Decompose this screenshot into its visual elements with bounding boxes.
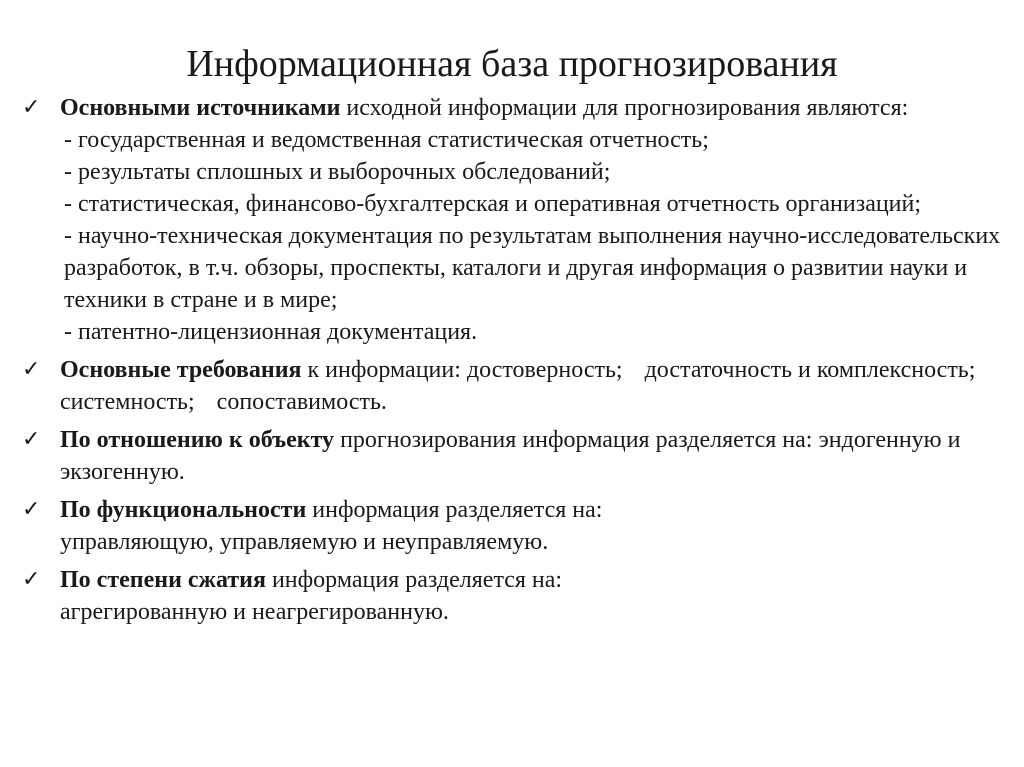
slide-title: Информационная база прогнозирования bbox=[186, 43, 838, 85]
bullet-text: достаточность и комплексность; bbox=[644, 357, 976, 383]
list-item: - результаты сплошных и выборочных обследований; bbox=[64, 159, 611, 185]
bullet-bold: Основными источниками bbox=[60, 95, 341, 121]
bullet-text: информация разделяется на: bbox=[306, 497, 603, 523]
bullet-compression bbox=[22, 564, 1012, 628]
checkmark-icon: ✓ bbox=[22, 497, 41, 522]
bullet-bold: Основные требования bbox=[60, 357, 302, 383]
sub-list bbox=[60, 124, 1012, 348]
bullet-text-line2: агрегированную и неагрегированную. bbox=[60, 599, 449, 625]
bullet-functionality bbox=[22, 494, 1012, 558]
list-item: - государственная и ведомственная статистическая отчетность; bbox=[64, 127, 709, 153]
list-item: - научно-техническая документация по результатам выполнения научно-исследовательских разработок, в т.ч. обзоры, проспекты, каталоги и другая информация о развитии науки и техники в стране и в мире; bbox=[64, 223, 1001, 313]
bullet-bold: По функциональности bbox=[60, 497, 307, 523]
checkmark-icon: ✓ bbox=[22, 95, 41, 120]
list-item: - патентно-лицензионная документация. bbox=[64, 319, 478, 345]
bullet-requirements bbox=[22, 354, 1012, 418]
bullet-text: прогнозирования информация разделяется на: эндогенную и экзогенную. bbox=[60, 427, 961, 485]
checkmark-icon: ✓ bbox=[22, 427, 41, 452]
bullet-object bbox=[22, 424, 1012, 488]
bullet-text: системность; bbox=[60, 389, 195, 415]
list-item: - статистическая, финансово-бухгалтерская и оперативная отчетность организаций; bbox=[64, 191, 922, 217]
checkmark-icon: ✓ bbox=[22, 357, 41, 382]
bullet-text: информация разделяется на: bbox=[265, 567, 563, 593]
bullet-text: сопоставимость. bbox=[216, 389, 387, 415]
bullet-sources bbox=[22, 92, 1012, 348]
bullet-bold: По отношению к объекту bbox=[60, 427, 335, 453]
slide-content bbox=[22, 92, 1012, 634]
bullet-bold: По степени сжатия bbox=[60, 567, 266, 593]
bullet-text-line2: управляющую, управляемую и неуправляемую. bbox=[60, 529, 549, 555]
checkmark-icon: ✓ bbox=[22, 567, 41, 592]
bullet-text: к информации: достоверность; bbox=[301, 357, 623, 383]
bullet-text: исходной информации для прогнозирования являются: bbox=[340, 95, 909, 121]
